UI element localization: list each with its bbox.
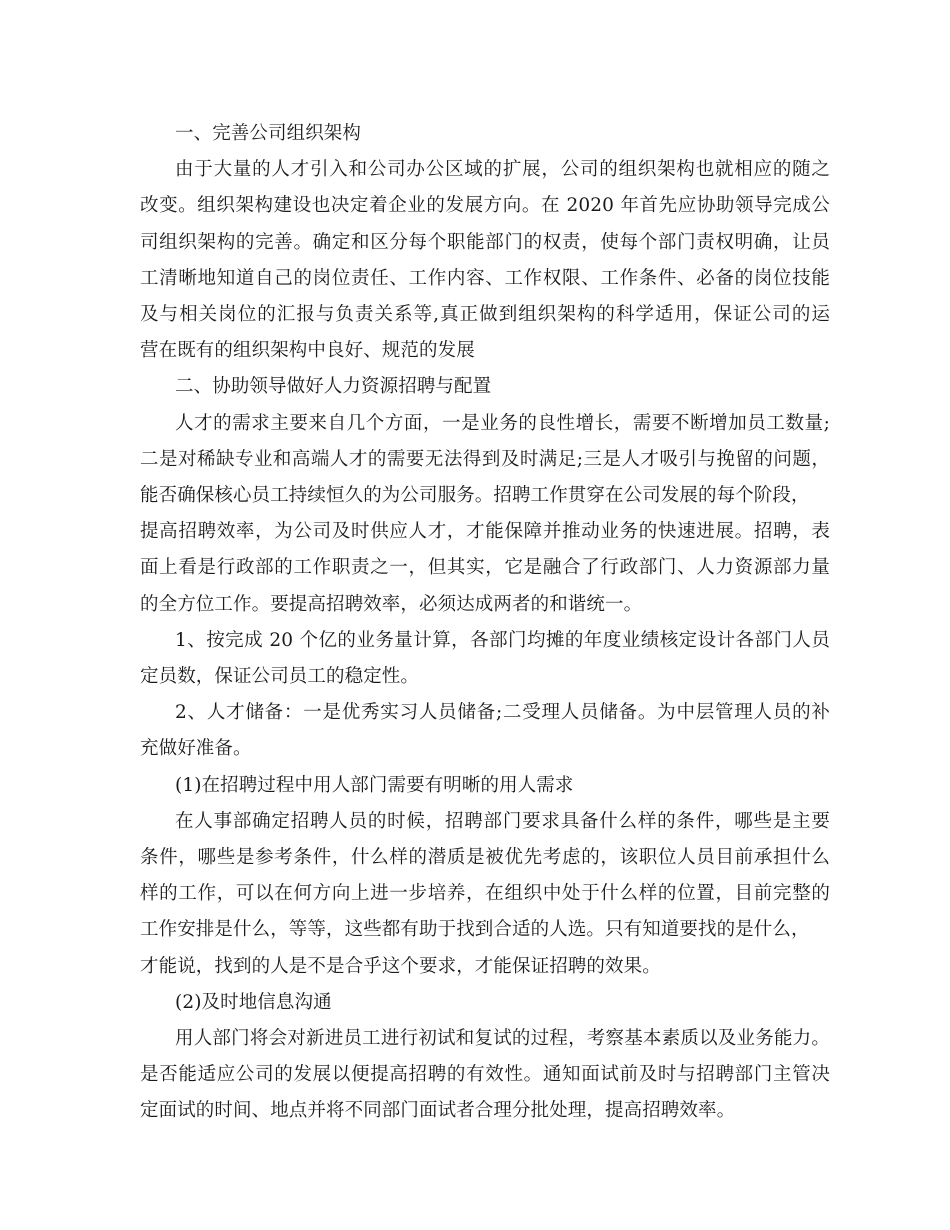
paragraph-line: 工清晰地知道自己的岗位责任、工作内容、工作权限、工作条件、必备的岗位技能 xyxy=(140,267,830,289)
paragraph-line: 司组织架构的完善。确定和区分每个职能部门的权责，使每个部门责权明确，让员 xyxy=(140,231,830,253)
section-heading: 一、完善公司组织架构 xyxy=(175,123,362,144)
paragraph-line: 改变。组织架构建设也决定着企业的发展方向。在 2020 年首先应协助领导完成公 xyxy=(140,195,830,217)
section-heading: (1)在招聘过程中用人部门需要有明晰的用人需求 xyxy=(175,774,574,796)
paragraph-line: 及与相关岗位的汇报与负责关系等,真正做到组织架构的科学适用，保证公司的运 xyxy=(140,304,830,325)
paragraph-line: 条件，哪些是参考条件，什么样的潜质是被优先考虑的，该职位人员目前承担什么 xyxy=(140,847,830,868)
paragraph-line: 提高招聘效率，为公司及时供应人才，才能保障并推动业务的快速进展。招聘，表 xyxy=(140,521,830,543)
paragraph-line: 1、按完成 20 个亿的业务量计算，各部门均摊的年度业绩核定设计各部门人员 xyxy=(175,629,830,651)
paragraph-line: 人才的需求主要来自几个方面，一是业务的良性增长，需要不断增加员工数量; xyxy=(175,412,830,434)
paragraph-line: 才能说，找到的人是不是合乎这个要求，才能保证招聘的效果。 xyxy=(140,955,661,977)
paragraph-line: 定面试的时间、地点并将不同部门面试者合理分批处理，提高招聘效率。 xyxy=(140,1100,736,1122)
paragraph-line: 2、人才储备：一是优秀实习人员储备;二受理人员储备。为中层管理人员的补 xyxy=(175,702,830,724)
paragraph-line: 用人部门将会对新进员工进行初试和复试的过程，考察基本素质以及业务能力。 xyxy=(175,1028,830,1049)
paragraph-line: 工作安排是什么，等等，这些都有助于找到合适的人选。只有知道要找的是什么， xyxy=(140,919,810,941)
paragraph-line: 的全方位工作。要提高招聘效率，必须达成两者的和谐统一。 xyxy=(140,593,643,615)
paragraph-line: 面上看是行政部的工作职责之一，但其实，它是融合了行政部门、人力资源部力量 xyxy=(140,557,830,579)
paragraph-line: 二是对稀缺专业和高端人才的需要无法得到及时满足;三是人才吸引与挽留的问题， xyxy=(140,448,830,470)
paragraph-line: 能否确保核心员工持续恒久的为公司服务。招聘工作贯穿在公司发展的每个阶段， xyxy=(140,485,810,506)
paragraph-line: 由于大量的人才引入和公司办公区域的扩展，公司的组织架构也就相应的随之 xyxy=(175,159,830,181)
paragraph-line: 营在既有的组织架构中良好、规范的发展 xyxy=(140,340,475,362)
paragraph-line: 是否能适应公司的发展以便提高招聘的有效性。通知面试前及时与招聘部门主管决 xyxy=(140,1064,830,1086)
section-heading: (2)及时地信息沟通 xyxy=(175,991,332,1013)
paragraph-line: 样的工作，可以在何方向上进一步培养，在组织中处于什么样的位置，目前完整的 xyxy=(140,883,830,905)
paragraph-line: 定员数，保证公司员工的稳定性。 xyxy=(140,666,420,687)
section-heading: 二、协助领导做好人力资源招聘与配置 xyxy=(175,376,492,398)
paragraph-line: 在人事部确定招聘人员的时候，招聘部门要求具备什么样的条件，哪些是主要 xyxy=(175,810,830,832)
paragraph-line: 充做好准备。 xyxy=(140,738,252,760)
